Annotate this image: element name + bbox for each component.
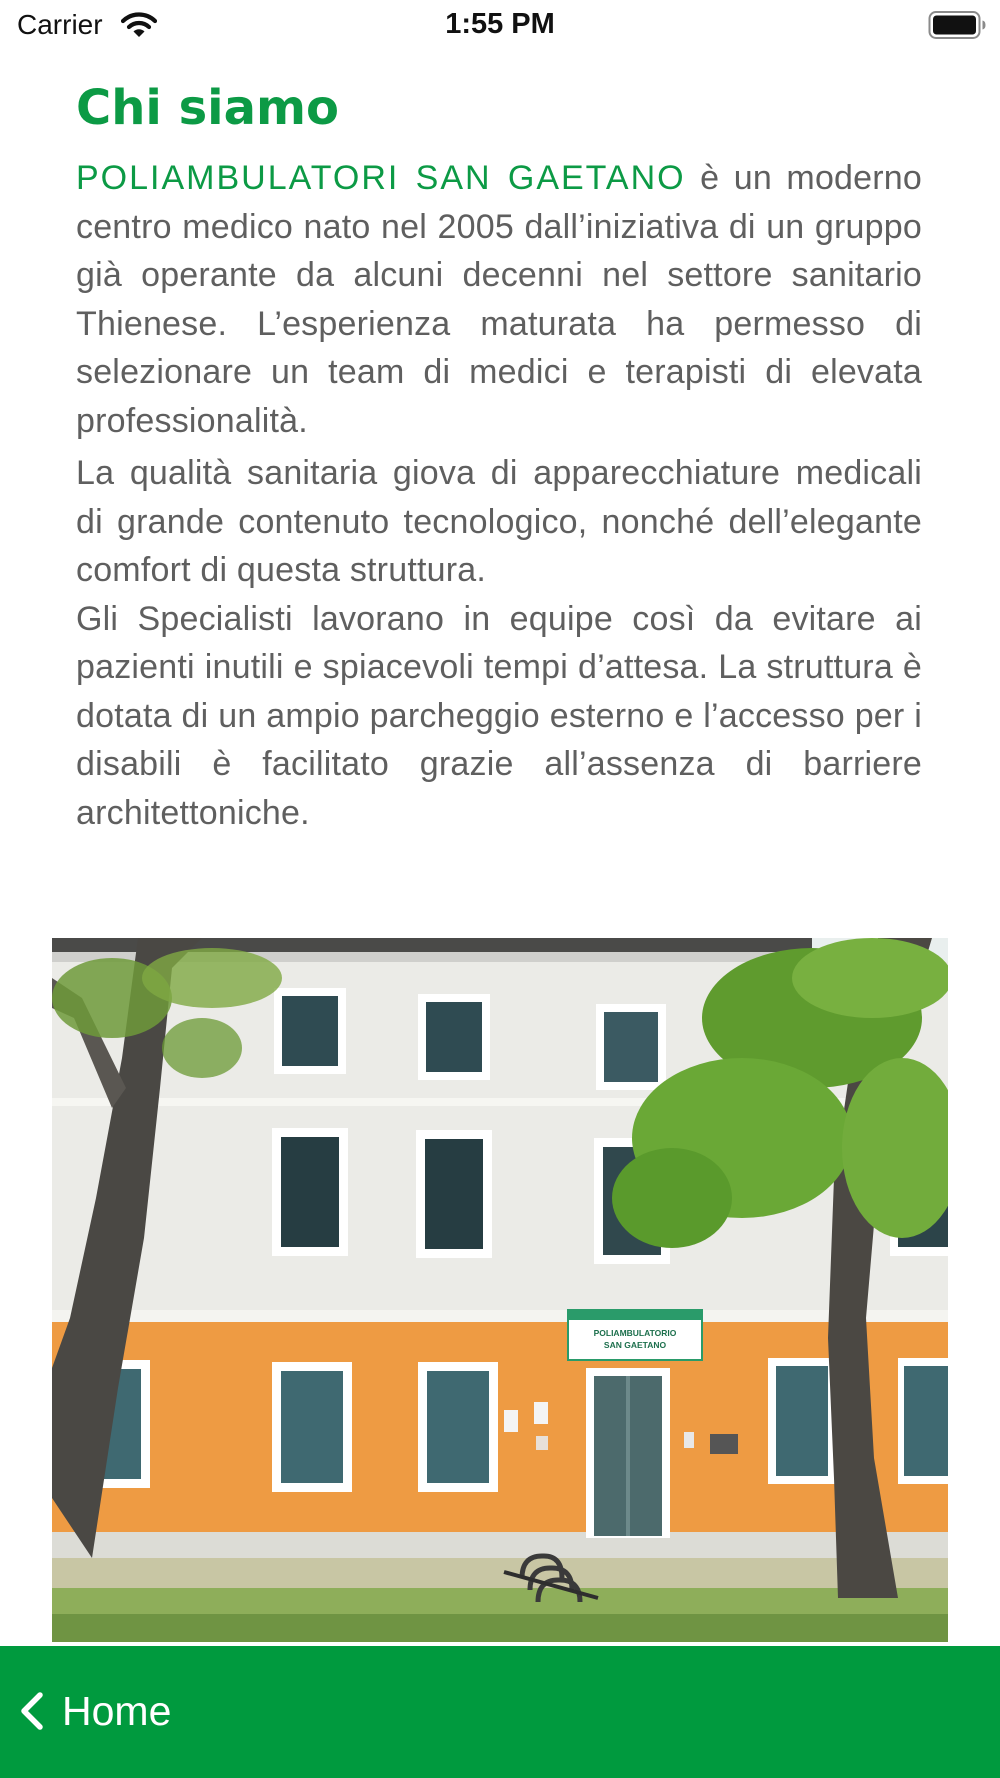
bottom-nav-bar — [0, 1646, 1000, 1778]
chevron-left-icon — [16, 1691, 46, 1731]
brand-name: POLIAMBULATORI SAN GAETANO — [76, 159, 686, 197]
page-title: Chi siamo — [76, 80, 339, 136]
quality-paragraph: La qualità sanitaria giova di apparecchiature medicali di grande contenuto tecnologico, nonché dell’elegante comfort di questa struttura. — [76, 454, 922, 589]
sign-line-1: POLIAMBULATORIO — [593, 1328, 677, 1338]
intro-paragraph-text: è un moderno centro medico nato nel 2005 dall’iniziativa di un gruppo già operante da alcuni decenni nel settore sanitario Thienese. L’esperienza maturata ha permesso di selezionare un team di medici e terapisti di elevata professionalità. — [76, 159, 923, 440]
sign-line-2: SAN GAETANO — [603, 1340, 667, 1350]
status-bar — [0, 0, 1000, 52]
home-button[interactable] — [16, 1676, 171, 1746]
about-content — [76, 72, 922, 837]
specialists-paragraph: Gli Specialisti lavorano in equipe così da evitare ai pazienti inutili e spiacevoli tempi d’attesa. La struttura è dotata di un ampio parcheggio esterno e l’accesso per i disabili è facilitato grazie all’assenza di barriere architettoniche. — [76, 599, 922, 832]
battery-icon — [928, 10, 986, 40]
clock: 1:55 PM — [445, 8, 555, 40]
building-illustration — [52, 938, 948, 1642]
carrier-name: Carrier — [17, 9, 103, 40]
home-label: Home — [62, 1687, 172, 1734]
building-photo — [52, 938, 948, 1642]
intro-paragraph — [76, 154, 922, 445]
